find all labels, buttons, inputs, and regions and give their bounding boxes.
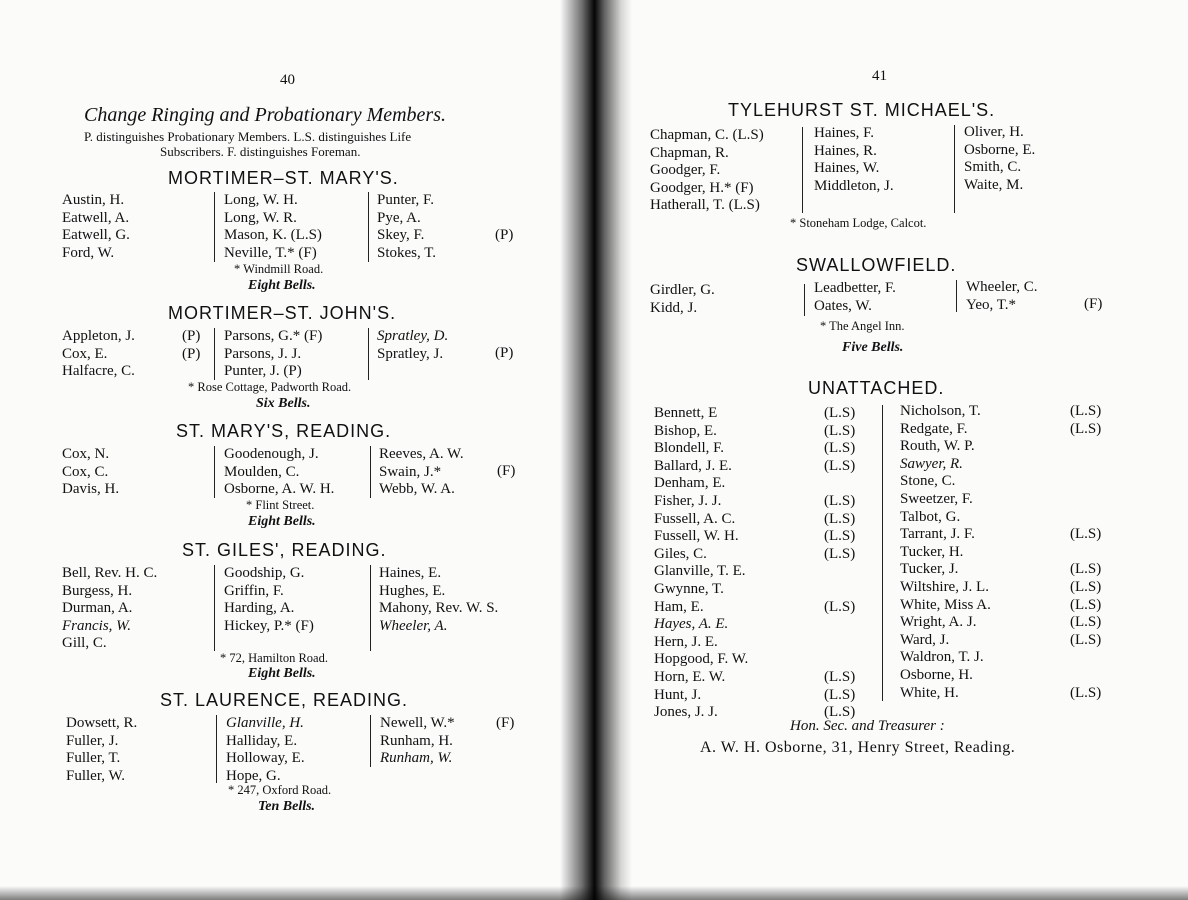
member-name: Harding, A.	[224, 600, 295, 617]
status-mark	[824, 651, 855, 669]
member-name: Hatherall, T. (L.S)	[650, 197, 760, 214]
member-name: Osborne, E.	[964, 141, 1036, 158]
member-name: Kidd, J.	[650, 299, 698, 316]
section-heading-st-marys-reading: ST. MARY'S, READING.	[176, 421, 392, 441]
member-name: Runham, H.	[380, 732, 453, 749]
name-column	[62, 328, 135, 381]
member-name: Osborne, A. W. H.	[224, 481, 335, 498]
bells-count: Eight Bells.	[248, 666, 316, 681]
member-name: Holloway, E.	[226, 750, 305, 767]
member-name: Moulden, C.	[224, 463, 300, 480]
tower-note: * Stoneham Lodge, Calcot.	[790, 216, 927, 230]
member-name: Francis, W.	[62, 617, 132, 634]
member-name: Pye, A.	[377, 209, 421, 226]
section-heading-st-giles-reading: ST. GILES', READING.	[182, 540, 387, 560]
member-name: White, Miss A.	[900, 596, 991, 613]
member-name: Eatwell, G.	[62, 227, 130, 244]
name-column	[379, 446, 464, 499]
name-column	[62, 446, 119, 499]
member-name: Oliver, H.	[964, 124, 1024, 140]
member-name: Smith, C.	[964, 159, 1022, 176]
status-mark: (F)	[497, 463, 516, 479]
column-divider	[882, 405, 883, 701]
member-name: Ford, W.	[62, 244, 115, 261]
member-name: Fuller, W.	[66, 767, 125, 784]
status-mark: (L.S)	[824, 686, 856, 703]
member-name: Gwynne, T.	[654, 580, 724, 597]
status-mark: (F)	[496, 715, 515, 731]
column-divider	[214, 192, 215, 262]
status-mark	[1070, 544, 1101, 562]
name-column	[377, 328, 448, 363]
member-name: Swain, J.*	[379, 463, 442, 480]
member-name: Appleton, J.	[62, 328, 135, 344]
member-name: Burgess, H.	[62, 582, 133, 599]
member-name: Wheeler, A.	[379, 617, 448, 634]
member-name: Griffin, F.	[224, 582, 284, 599]
member-name: Goodship, G.	[224, 565, 305, 581]
status-mark: (L.S)	[824, 440, 856, 457]
name-column	[379, 565, 498, 635]
member-name: Skey, F.	[377, 227, 425, 244]
name-column	[224, 192, 322, 262]
name-column	[224, 328, 322, 381]
name-column	[964, 124, 1035, 194]
status-mark: (L.S)	[824, 704, 856, 721]
section-heading-swallowfield: SWALLOWFIELD.	[796, 255, 957, 275]
status-mark: (L.S)	[824, 405, 856, 421]
member-name: Mahony, Rev. W. S.	[379, 600, 499, 617]
member-name: Tarrant, J. F.	[900, 526, 975, 543]
status-mark: (P)	[495, 345, 514, 361]
section-heading-unattached: UNATTACHED.	[808, 378, 945, 398]
status-mark: (L.S)	[1070, 614, 1102, 631]
column-divider	[802, 127, 803, 213]
member-name: Runham, W.	[380, 750, 453, 767]
tower-note: * The Angel Inn.	[820, 319, 905, 333]
bells-count: Five Bells.	[842, 340, 904, 355]
member-name: Middleton, J.	[814, 177, 894, 194]
status-mark	[824, 563, 855, 581]
member-name: Cox, N.	[62, 446, 110, 462]
member-name: Blondell, F.	[654, 440, 725, 457]
status-mark: (L.S)	[1070, 631, 1102, 648]
status-mark	[1070, 456, 1101, 474]
name-column	[380, 715, 455, 768]
member-name: Austin, H.	[62, 192, 125, 208]
section-heading-st-laurence-reading: ST. LAURENCE, READING.	[160, 690, 409, 710]
member-name: Wheeler, C.	[966, 279, 1038, 295]
member-name: Dowsett, R.	[66, 715, 138, 731]
member-name: Long, W. H.	[224, 192, 298, 208]
status-mark	[1070, 509, 1101, 527]
bells-count: Ten Bells.	[258, 799, 316, 814]
status-mark	[1070, 649, 1101, 667]
column-divider	[214, 446, 215, 498]
member-name: Giles, C.	[654, 545, 707, 562]
mark-column	[1070, 403, 1101, 702]
name-column	[226, 715, 305, 785]
member-name: Punter, F.	[377, 192, 434, 208]
status-mark: (L.S)	[1070, 561, 1102, 578]
column-divider	[214, 565, 215, 651]
member-name: Fussell, W. H.	[654, 528, 739, 545]
member-name: Hope, G.	[226, 767, 281, 784]
status-mark: (L.S)	[824, 422, 856, 439]
status-mark: (L.S)	[1070, 596, 1102, 613]
member-name: Bell, Rev. H. C.	[62, 565, 158, 581]
member-name: Davis, H.	[62, 481, 120, 498]
member-name: Gill, C.	[62, 635, 107, 652]
member-name: Halliday, E.	[226, 732, 298, 749]
member-name: Routh, W. P.	[900, 438, 975, 455]
member-name: Redgate, F.	[900, 420, 968, 437]
column-divider	[370, 565, 371, 651]
member-name: Bishop, E.	[654, 422, 717, 439]
status-mark	[1070, 438, 1101, 456]
left-page	[0, 0, 590, 900]
member-name: Haines, E.	[379, 565, 442, 581]
member-name: Fuller, T.	[66, 750, 121, 767]
member-name: Jones, J. J.	[654, 704, 718, 721]
name-column	[62, 565, 157, 653]
book-gutter-shadow	[560, 0, 632, 900]
member-name: Bennett, E	[654, 405, 718, 421]
member-name: Wiltshire, J. L.	[900, 578, 989, 595]
status-mark	[1070, 667, 1101, 685]
status-mark: (L.S)	[824, 457, 856, 474]
status-mark: (F)	[1084, 296, 1103, 312]
member-name: Tucker, H.	[900, 543, 964, 560]
section-heading-tylehurst: TYLEHURST ST. MICHAEL'S.	[728, 100, 996, 120]
member-name: Wright, A. J.	[900, 614, 977, 631]
member-name: Hunt, J.	[654, 686, 702, 703]
status-mark: (L.S)	[1070, 403, 1102, 419]
status-mark: (P)	[495, 227, 514, 243]
member-name: Waldron, T. J.	[900, 649, 984, 666]
name-column	[224, 565, 314, 635]
status-mark: (L.S)	[824, 510, 856, 527]
status-mark: (L.S)	[824, 598, 856, 615]
member-name: Neville, T.* (F)	[224, 244, 317, 261]
mark-column	[182, 328, 200, 363]
status-mark	[1070, 473, 1101, 491]
member-name: Girdler, G.	[650, 282, 715, 298]
bells-count: Eight Bells.	[248, 278, 316, 293]
member-name: Parsons, G.* (F)	[224, 328, 323, 344]
member-name: Yeo, T.*	[966, 296, 1017, 313]
name-column	[66, 715, 137, 785]
member-name: Durman, A.	[62, 600, 133, 617]
column-divider	[956, 280, 957, 312]
tower-note: * Windmill Road.	[234, 262, 324, 276]
subtitle-line-1: P. distinguishes Probationary Members. L.S. distinguishes Life	[84, 129, 412, 144]
page-edge-shadow	[0, 886, 1188, 900]
name-column	[814, 280, 896, 315]
column-divider	[368, 328, 369, 380]
member-name: Hickey, P.* (F)	[224, 617, 314, 634]
status-mark: (L.S)	[824, 492, 856, 509]
member-name: Tucker, J.	[900, 561, 959, 578]
member-name: Spratley, J.	[377, 345, 444, 362]
status-mark: (P)	[182, 328, 201, 344]
member-name: Ballard, J. E.	[654, 457, 732, 474]
status-mark	[1070, 491, 1101, 509]
name-column	[224, 446, 334, 499]
page-title: Change Ringing and Probationary Members.	[84, 104, 447, 126]
member-name: Fuller, J.	[66, 732, 119, 749]
name-column	[62, 192, 130, 262]
member-name: Sawyer, R.	[900, 455, 963, 472]
member-name: Spratley, D.	[377, 328, 449, 344]
status-mark	[824, 475, 855, 493]
footer-label: Hon. Sec. and Treasurer :	[790, 718, 945, 734]
member-name: Chapman, R.	[650, 144, 729, 161]
status-mark: (L.S)	[824, 545, 856, 562]
member-name: Long, W. R.	[224, 209, 297, 226]
member-name: Osborne, H.	[900, 666, 973, 683]
column-divider	[214, 328, 215, 380]
member-name: Stone, C.	[900, 473, 956, 490]
member-name: Horn, E. W.	[654, 668, 726, 685]
tower-note: * 247, Oxford Road.	[228, 783, 332, 797]
bells-count: Eight Bells.	[248, 514, 316, 529]
column-divider	[954, 125, 955, 213]
member-name: Fussell, A. C.	[654, 510, 736, 527]
member-name: Stokes, T.	[377, 244, 437, 261]
status-mark: (L.S)	[1070, 526, 1102, 543]
name-column	[650, 127, 764, 215]
member-name: Oates, W.	[814, 297, 872, 314]
member-name: Goodenough, J.	[224, 446, 319, 462]
status-mark: (L.S)	[1070, 420, 1102, 437]
name-column	[966, 279, 1037, 314]
bells-count: Six Bells.	[256, 396, 311, 411]
status-mark: (L.S)	[824, 528, 856, 545]
member-name: Cox, C.	[62, 463, 109, 480]
member-name: Hopgood, F. W.	[654, 651, 749, 668]
status-mark: (P)	[182, 345, 201, 362]
member-name: Denham, E.	[654, 475, 726, 492]
name-column	[814, 125, 894, 195]
member-name: Hughes, E.	[379, 582, 446, 599]
member-name: Glanville, H.	[226, 715, 304, 731]
footer-address: A. W. H. Osborne, 31, Henry Street, Reading.	[700, 739, 1016, 756]
column-divider	[368, 192, 369, 262]
page-number: 40	[280, 72, 295, 88]
member-name: Eatwell, A.	[62, 209, 130, 226]
section-heading-mortimer-st-marys: MORTIMER–ST. MARY'S.	[168, 168, 399, 188]
name-column	[650, 282, 715, 317]
member-name: Hayes, A. E.	[654, 616, 729, 633]
page-number: 41	[872, 68, 887, 84]
member-name: Halfacre, C.	[62, 363, 135, 380]
right-page	[590, 0, 1188, 900]
member-name: Sweetzer, F.	[900, 490, 973, 507]
tower-note: * Rose Cottage, Padworth Road.	[188, 380, 352, 394]
status-mark	[824, 616, 855, 634]
member-name: White, H.	[900, 684, 959, 701]
member-name: Chapman, C. (L.S)	[650, 127, 764, 143]
member-name: Goodger, F.	[650, 162, 721, 179]
status-mark	[824, 634, 855, 652]
status-mark: (L.S)	[824, 668, 856, 685]
status-mark: (L.S)	[1070, 684, 1102, 701]
member-name: Talbot, G.	[900, 508, 961, 525]
status-mark: (L.S)	[1070, 578, 1102, 595]
member-name: Leadbetter, F.	[814, 280, 896, 296]
member-name: Waite, M.	[964, 176, 1024, 193]
member-name: Goodger, H.* (F)	[650, 179, 754, 196]
column-divider	[804, 284, 805, 316]
member-name: Nicholson, T.	[900, 403, 981, 419]
member-name: Reeves, A. W.	[379, 446, 464, 462]
member-name: Fisher, J. J.	[654, 492, 722, 509]
member-name: Haines, F.	[814, 125, 875, 141]
member-name: Haines, R.	[814, 142, 877, 159]
member-name: Newell, W.*	[380, 715, 455, 731]
member-name: Hern, J. E.	[654, 633, 718, 650]
member-name: Glanville, T. E.	[654, 563, 746, 580]
name-column	[377, 192, 436, 262]
member-name: Webb, W. A.	[379, 481, 455, 498]
column-divider	[216, 715, 217, 783]
column-divider	[370, 715, 371, 767]
mark-column	[824, 405, 855, 722]
name-column	[900, 403, 991, 702]
column-divider	[370, 446, 371, 498]
tower-note: * 72, Hamilton Road.	[220, 651, 328, 665]
member-name: Ham, E.	[654, 598, 704, 615]
tower-note: * Flint Street.	[246, 498, 315, 512]
name-column	[654, 405, 748, 722]
member-name: Punter, J. (P)	[224, 363, 302, 380]
member-name: Ward, J.	[900, 631, 950, 648]
member-name: Parsons, J. J.	[224, 345, 302, 362]
subtitle-line-2: Subscribers. F. distinguishes Foreman.	[160, 144, 361, 159]
section-heading-mortimer-st-johns: MORTIMER–ST. JOHN'S.	[168, 303, 397, 323]
member-name: Cox, E.	[62, 345, 108, 362]
member-name: Haines, W.	[814, 160, 880, 177]
member-name: Mason, K. (L.S)	[224, 227, 322, 244]
status-mark	[824, 581, 855, 599]
